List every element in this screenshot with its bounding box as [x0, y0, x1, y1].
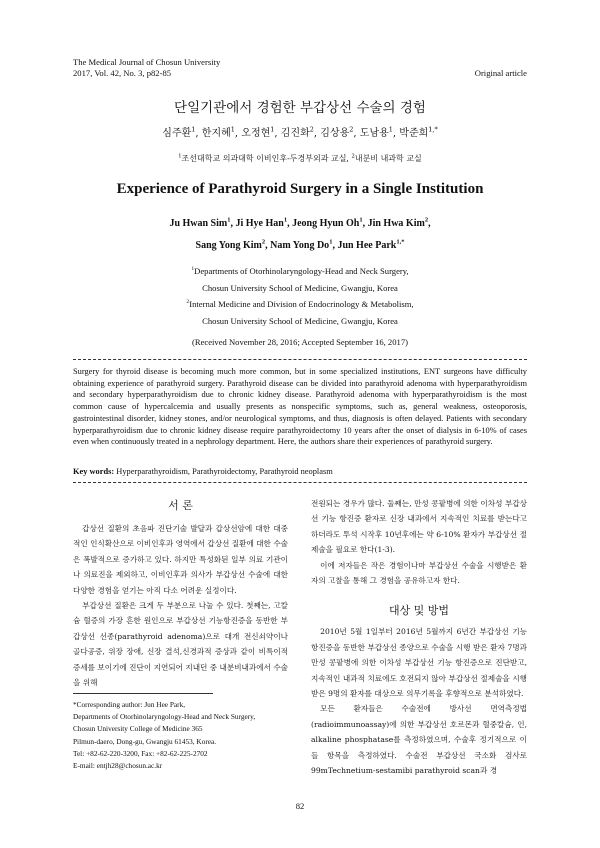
keywords-text: Hyperparathyroidism, Parathyroidectomy, Parathyroid neoplasm [116, 467, 333, 476]
intro-continued [311, 496, 527, 588]
english-title: Experience of Parathyroid Surgery in a Single Institution [116, 181, 484, 197]
affiliation-2-line-2: Chosun University School of Medicine, Gwangju, Korea [202, 315, 398, 326]
journal-name: The Medical Journal of Chosun University [73, 57, 221, 67]
intro-paragraph-3: 이에 저자들은 작은 경험이나마 부갑상선 수술을 시행받은 환자의 고찰을 통해 그 경험을 공유하고자 한다. [311, 560, 527, 586]
abstract-bottom-divider [73, 482, 527, 483]
keywords-label: Key words: [73, 467, 115, 476]
english-authors [0, 213, 600, 257]
author-kr-6: 도남용$^1$, [359, 125, 397, 139]
footnote-line: Tel: +82-62-220-3200, Fax: +82-62-225-2702 [73, 748, 208, 758]
methods-paragraph-2: 모든 환자들은 수술전에 방사선 면역측정법(radioimmunoassay)에 의한 부갑상선 호르몬과 혈중칼슘, 인, alkaline phosphatase를 측정하였으며, 수술후 정기적으로 이들 항목을 측정하였다. 수술전 부갑상선 국소화 검사로 99mTechnetium-sestamibi parathyroid scan과 경 [311, 704, 527, 776]
author-kr-4: 김진화$^2$, [280, 125, 318, 139]
abstract-text: Surgery for thyroid disease is becoming much more common, but in some specialized institutions, ENT surgeons have difficulty obtaining experience of parathyroid surgery. Parathyroid disease can be divided into parathyroid adenoma with hyperparathyroidism and secondary hyperparathyroidism due to chronic kidney disease. Parathyroid adenoma with hyperparathyroidism is the most common cause of hypercalcemia and usually presents as nonspecific symptoms, such as, general weakness, osteoporosis, gastrointestinal disorder, kidney stones, and/or neurological symptoms, and thus, diagnosis is often delayed. Patients with secondary hyperparathyroidism due to chronic kidney disease require parathyroidectomy 10 years after the onset of dialysis in 6-10% of cases even when continuously treated in a nephrology department. Here, the authors share their experiences of parathyroid surgery. [73, 367, 527, 447]
intro-paragraph-2: 부갑상선 질환은 크게 두 부분으로 나눌 수 있다. 첫째는, 고칼슘 혈증의 가장 흔한 원인으로 부갑상선 기능항진증을 동반한 부갑상선 선종(parathyroid adenoma)으로 대개 전신쇠약이나 골다공증, 위장 장애, 신장 결석,신경과적 증상과 같이 비특이적 증세를 보이기에 진단이 지연되어 지내던 중 내분비내과에서 수술을 위해 [73, 601, 288, 688]
corresponding-author-footnote [73, 699, 288, 772]
author-kr-3: 오정현$^1$, [241, 125, 278, 139]
author-kr-5: 김상용$^2$, [320, 125, 357, 139]
english-authors-line-1: Ju Hwan Sim$^1$, Ji Hye Han$^1$, Jeong Hyun Oh$^1$, Jin Hwa Kim$^2$, [169, 216, 431, 229]
intro-paragraph-1: 갑상선 질환의 초음파 진단기술 발달과 갑상선암에 대한 대중적인 인식확산으로 이비인후과 영역에서 갑상선 질환에 대한 수술은 폭발적으로 증가하고 있다. 하지만 특성화된 일부 의료 기관이나 의료진을 제외하고, 이비인후과 의사가 부갑상선 수술에 대한 다양한 경험을 얻기는 아직 다소 어려운 실정이다. [73, 524, 288, 595]
intro-paragraph-continued: 전원되는 경우가 많다. 둘째는, 만성 콩팥병에 의한 이차성 부갑상선 기능 항진증 환자로 신장 내과에서 지속적인 치료를 받는다고 하더라도 투석 시작후 10년후에는 약 6-10% 환자가 부갑상선 절제술을 필요로 한다(1-3). [311, 499, 527, 555]
footnote-rule [73, 693, 213, 694]
korean-authors [0, 124, 600, 139]
footnote-line: Pilmun-daero, Dong-gu, Gwangju 61453, Korea. [73, 736, 217, 746]
korean-title: 단일기관에서 경험한 부갑상선 수술의 경험 [174, 100, 426, 116]
methods-section-title: 대상 및 방법 [388, 604, 450, 618]
footnote-line: Chosun University College of Medicine 365 [73, 724, 203, 734]
left-column [73, 497, 288, 690]
keywords [73, 467, 527, 476]
author-kr-7: 박준희$^{1,*}$ [399, 125, 438, 139]
intro-body [73, 521, 288, 690]
english-affiliations [0, 263, 600, 329]
right-column [311, 496, 527, 779]
methods-paragraph-1: 2010년 5월 1일부터 2016년 5월까지 6년간 부갑상선 기능항진증을 동반한 부갑상선 종양으로 수술을 시행 받은 환자 7명과 만성 콩팥병에 의한 이차성 부갑상선 기능 항진증으로 진단받고, 지속적인 내과적 치료에도 호전되지 않아 부갑상선 절제술을 시행 받은 9명의 환자를 대상으로 의무기록을 후향적으로 분석하였다. [311, 627, 527, 699]
intro-section-title: 서 론 [168, 499, 193, 512]
footnote-line: E-mail: entjh28@chosun.ac.kr [73, 761, 163, 771]
footnote-line: Departments of Otorhinolaryngology-Head and Neck Surgery, [73, 712, 256, 722]
page-number: 82 [295, 801, 305, 811]
affiliation-2: $^2$Internal Medicine and Division of Endocrinology & Metabolism, [186, 299, 414, 309]
abstract-top-divider [73, 359, 527, 360]
methods-body [311, 624, 527, 778]
author-kr-1: 심주환$^1$, [162, 125, 199, 139]
article-type: Original article [474, 68, 527, 78]
author-kr-2: 한지혜$^1$, [201, 125, 239, 139]
english-authors-line-2: Sang Yong Kim$^2$, Nam Yong Do$^1$, Jun Hee Park$^{1,*}$ [195, 238, 405, 251]
received-dates: (Received November 28, 2016; Accepted September 16, 2017) [192, 337, 408, 347]
affiliation-1: $^1$Departments of Otorhinolaryngology-Head and Neck Surgery, [191, 266, 409, 276]
journal-volume: 2017, Vol. 42, No. 3, p82-85 [73, 68, 172, 78]
korean-affiliations: $^1$조선대학교 의과대학 이비인후-두경부외과 교실, $^2$내분비 내과학 교실 [178, 153, 422, 163]
affiliation-1-line-2: Chosun University School of Medicine, Gwangju, Korea [202, 282, 398, 293]
footnote-line: *Corresponding author: Jun Hee Park, [73, 700, 186, 709]
